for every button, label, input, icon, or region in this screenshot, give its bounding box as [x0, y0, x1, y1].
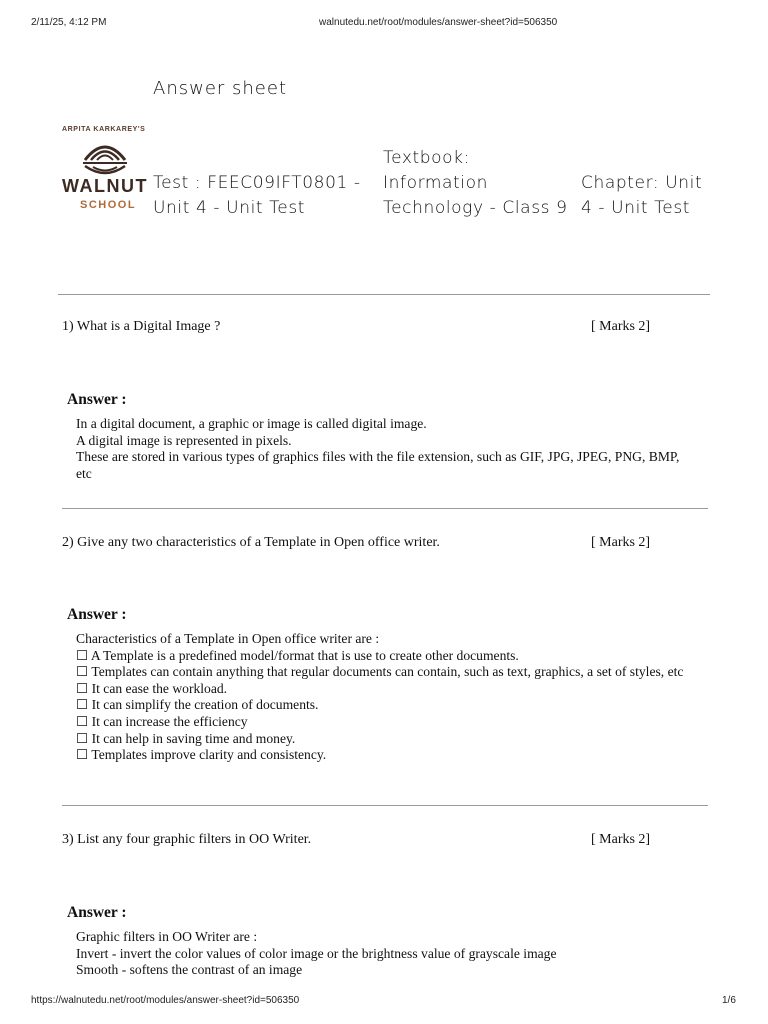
question-2-text: 2) Give any two characteristics of a Template in Open office writer.: [62, 535, 440, 550]
answer-line: Graphic filters in OO Writer are :: [76, 929, 258, 944]
answer-line: Smooth - softens the contrast of an image: [76, 962, 303, 978]
answer-line: ☐ It can simplify the creation of documents.: [76, 697, 319, 713]
answer-line: Characteristics of a Template in Open office writer are :: [76, 631, 380, 646]
print-footer-url: https://walnutedu.net/root/modules/answer-sheet?id=506350: [31, 995, 300, 1006]
header-divider: [58, 294, 710, 295]
answer-1-label: Answer :: [67, 391, 127, 408]
page-title: Answer sheet: [153, 78, 288, 99]
question-divider: [62, 805, 708, 806]
logo-sub: SCHOOL: [80, 199, 137, 211]
question-1-text: 1) What is a Digital Image ?: [62, 319, 221, 334]
answer-line: ☐ It can increase the efficiency: [76, 713, 248, 729]
answer-line: ☐ It can ease the workload.: [76, 680, 228, 696]
answer-line: ☐ A Template is a predefined model/format that is use to create other documents.: [76, 647, 519, 663]
print-datetime: 2/11/25, 4:12 PM: [31, 17, 107, 28]
answer-line: These are stored in various types of graphics files with the file extension, such as GIF, JPG, JPEG, PNG, BMP, etc: [76, 449, 680, 481]
answer-line: In a digital document, a graphic or image is called digital image.: [76, 416, 427, 431]
logo-top-text: ARPITA KARKAREY'S: [62, 126, 146, 133]
test-info: Test : FEEC09IFT0801 - Unit 4 - Unit Test: [153, 173, 361, 218]
question-2-marks: [ Marks 2]: [591, 535, 651, 550]
walnut-logo-icon: [82, 140, 128, 176]
answer-3-body: [76, 929, 696, 979]
answer-2-body: [76, 631, 696, 764]
chapter-info: Chapter: Unit 4 - Unit Test: [581, 173, 703, 218]
answer-line: A digital image is represented in pixels.: [76, 432, 292, 448]
question-3-text: 3) List any four graphic filters in OO Writer.: [62, 832, 312, 847]
textbook-info: Textbook: Information Technology - Class 9: [383, 148, 568, 218]
answer-line: ☐ Templates can contain anything that regular documents can contain, such as text, graphics, a set of styles, etc: [76, 664, 684, 680]
answer-line: Invert - invert the color values of color image or the brightness value of grayscale image: [76, 945, 557, 961]
question-1-marks: [ Marks 2]: [591, 319, 651, 334]
page-number: 1/6: [722, 995, 736, 1006]
logo-name: WALNUT: [62, 176, 148, 196]
school-logo: [60, 124, 154, 219]
print-header-url: walnutedu.net/root/modules/answer-sheet?id=506350: [319, 17, 558, 28]
question-3-marks: [ Marks 2]: [591, 832, 651, 847]
answer-line: ☐ It can help in saving time and money.: [76, 730, 296, 746]
answer-3-label: Answer :: [67, 904, 127, 921]
question-divider: [62, 508, 708, 509]
answer-1-body: [76, 416, 696, 482]
answer-line: ☐ Templates improve clarity and consistency.: [76, 747, 327, 763]
answer-2-label: Answer :: [67, 606, 127, 623]
